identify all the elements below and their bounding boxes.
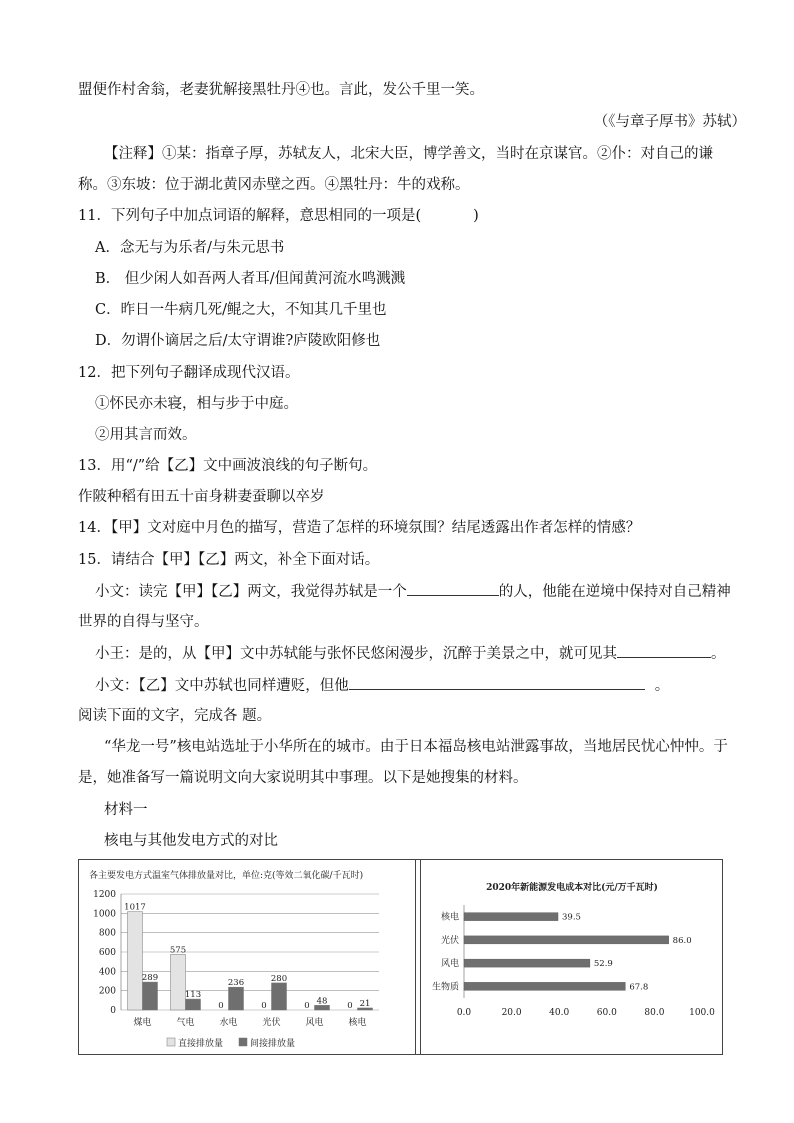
bar [464,913,558,921]
x-tick-label: 煤电 [133,1018,152,1028]
data-label: 39.5 [562,912,581,923]
y-tick-label: 1200 [93,890,116,900]
x-tick-label: 核电 [348,1018,367,1028]
option-b: B． 但少闲人如吾两人者耳/但闻黄河流水鸣溅溅 [95,271,406,287]
data-label: 0 [304,1001,310,1011]
answer-blank[interactable] [407,581,499,596]
question-stem: 11．下列句子中加点词语的解释，意思相同的一项是( [78,208,422,224]
question-14: 14．【甲】文对庭中月色的描写，营造了怎样的环境氛围？结尾透露出作者怎样的情感？ [78,520,641,536]
dialogue-text: 小文：读完【甲】【乙】两文，我觉得苏轼是一个 [95,584,407,600]
y-tick-label: 生物质 [431,982,459,993]
data-label: 280 [270,973,288,984]
question-13: 13．用“/”给【乙】文中画波浪线的句子断句。 [78,458,378,474]
cost-bar-chart [421,860,723,1056]
data-label: 0 [347,1001,353,1011]
data-label: 52.9 [593,959,613,970]
y-tick-label: 800 [98,928,116,939]
emission-bar-chart [79,860,416,1056]
legend-swatch [167,1038,175,1046]
notes-line: 称。③东坡：位于湖北黄冈赤壁之西。④黑牡丹：牛的戏称。 [78,177,470,193]
question-12: 12．把下列句子翻译成现代汉语。 [78,365,300,381]
x-tick-label: 20.0 [501,1008,522,1018]
passage-line: 盟便作村舍翁，老妻犹解接黑牡丹④也。言此，发公千里一笑。 [78,82,484,98]
dialogue-text: 。 [654,678,670,694]
data-label: 67.8 [629,982,649,993]
dialogue-line [95,581,731,602]
sentence-to-punctuate: 作陂种稻有田五十亩身耕妻蚕聊以卒岁 [78,489,325,505]
data-label: 48 [316,996,328,1007]
data-label: 0 [218,1001,224,1011]
bar [464,982,625,990]
x-tick-label: 80.0 [644,1008,665,1018]
bar [128,912,143,1010]
x-tick-label: 水电 [219,1018,238,1028]
y-tick-label: 核电 [440,912,459,923]
x-tick-label: 100.0 [689,1008,715,1018]
answer-blank[interactable] [617,643,711,658]
legend-label: 间接排放量 [250,1039,296,1049]
bar [171,954,186,1010]
data-label: 236 [227,978,245,989]
y-tick-label: 光伏 [440,935,459,946]
dialogue-text: 。 [711,646,726,662]
reading-paragraph: 是，她准备写一篇说明文向大家说明其中事理。以下是她搜集的材料。 [78,770,528,786]
dialogue-text: 的人，他能在逆境中保持对自己精神 [498,584,731,600]
passage-source: （《与章子厚书》苏轼） [593,114,746,130]
dialogue-line [95,643,726,664]
bar [464,959,590,967]
dialogue-text: 小文：【乙】文中苏轼也同样遭贬，但他 [95,678,349,694]
question-15: 15．请结合【甲】【乙】两文，补全下面对话。 [78,552,380,568]
x-tick-label: 光伏 [262,1018,281,1028]
data-label: 0 [261,1001,267,1011]
chart-title: 2020年新能源发电成本对比(元/万千瓦时) [486,883,658,893]
y-tick-label: 风电 [440,959,459,970]
data-label: 575 [169,945,187,956]
emission-chart-panel [79,860,416,1054]
option-d: D．勿谓仆谪居之后/太守谓谁?庐陵欧阳修也 [95,333,381,349]
y-tick-label: 600 [98,948,116,958]
y-tick-label: 0 [110,1006,116,1016]
y-tick-label: 200 [98,986,116,997]
question-11 [78,206,479,226]
notes-line: 【注释】①某：指章子厚，苏轼友人，北宋大臣，博学善文，当时在京谋官。②仆：对自己的谦 [104,146,713,162]
option-a: A．念无与为乐者/与朱元思书 [95,240,285,256]
x-tick-label: 气电 [176,1018,195,1028]
bar [272,983,287,1010]
data-label: 113 [184,990,202,1001]
reading-paragraph: “华龙一号”核电站选址于小华所在的城市。由于日本福岛核电站泄露事故，当地居民忧心忡忡。于 [104,739,728,755]
bar [143,982,158,1010]
bar [229,987,244,1010]
legend-swatch [239,1038,247,1046]
charts-figure [78,859,723,1055]
translate-item: ②用其言而效。 [95,427,197,443]
data-label: 289 [141,973,159,984]
y-tick-label: 400 [98,967,116,978]
data-label: 1017 [124,902,146,913]
material-label: 材料一 [104,802,148,818]
dialogue-line [95,675,669,696]
chart-title: 各主要发电方式温室气体排放量对比，单位:克(等效二氧化碳/千瓦时) [89,871,364,881]
cost-chart-panel [420,860,722,1054]
data-label: 86.0 [672,935,692,946]
legend-label: 直接排放量 [178,1039,224,1049]
data-label: 21 [359,998,371,1009]
x-tick-label: 40.0 [549,1008,570,1018]
x-tick-label: 0.0 [456,1008,472,1018]
answer-blank[interactable] [349,675,645,690]
translate-item: ①怀民亦未寝，相与步于中庭。 [95,396,298,412]
dialogue-text: 小王：是的，从【甲】文中苏轼能与张怀民悠闲漫步，沉醉于美景之中，就可见其 [95,646,617,662]
dialogue-line: 世界的自得与坚守。 [78,614,209,630]
option-c: C．昨日一牛病几死/鲲之大，不知其几千里也 [95,302,387,318]
bar [464,936,669,944]
x-tick-label: 风电 [305,1018,324,1028]
y-tick-label: 1000 [93,909,116,920]
x-tick-label: 60.0 [596,1008,617,1018]
reading-intro: 阅读下面的文字，完成各 题。 [78,708,272,724]
question-stem-end: ) [473,208,479,224]
bar [186,999,201,1010]
figure-caption: 核电与其他发电方式的对比 [104,833,278,849]
